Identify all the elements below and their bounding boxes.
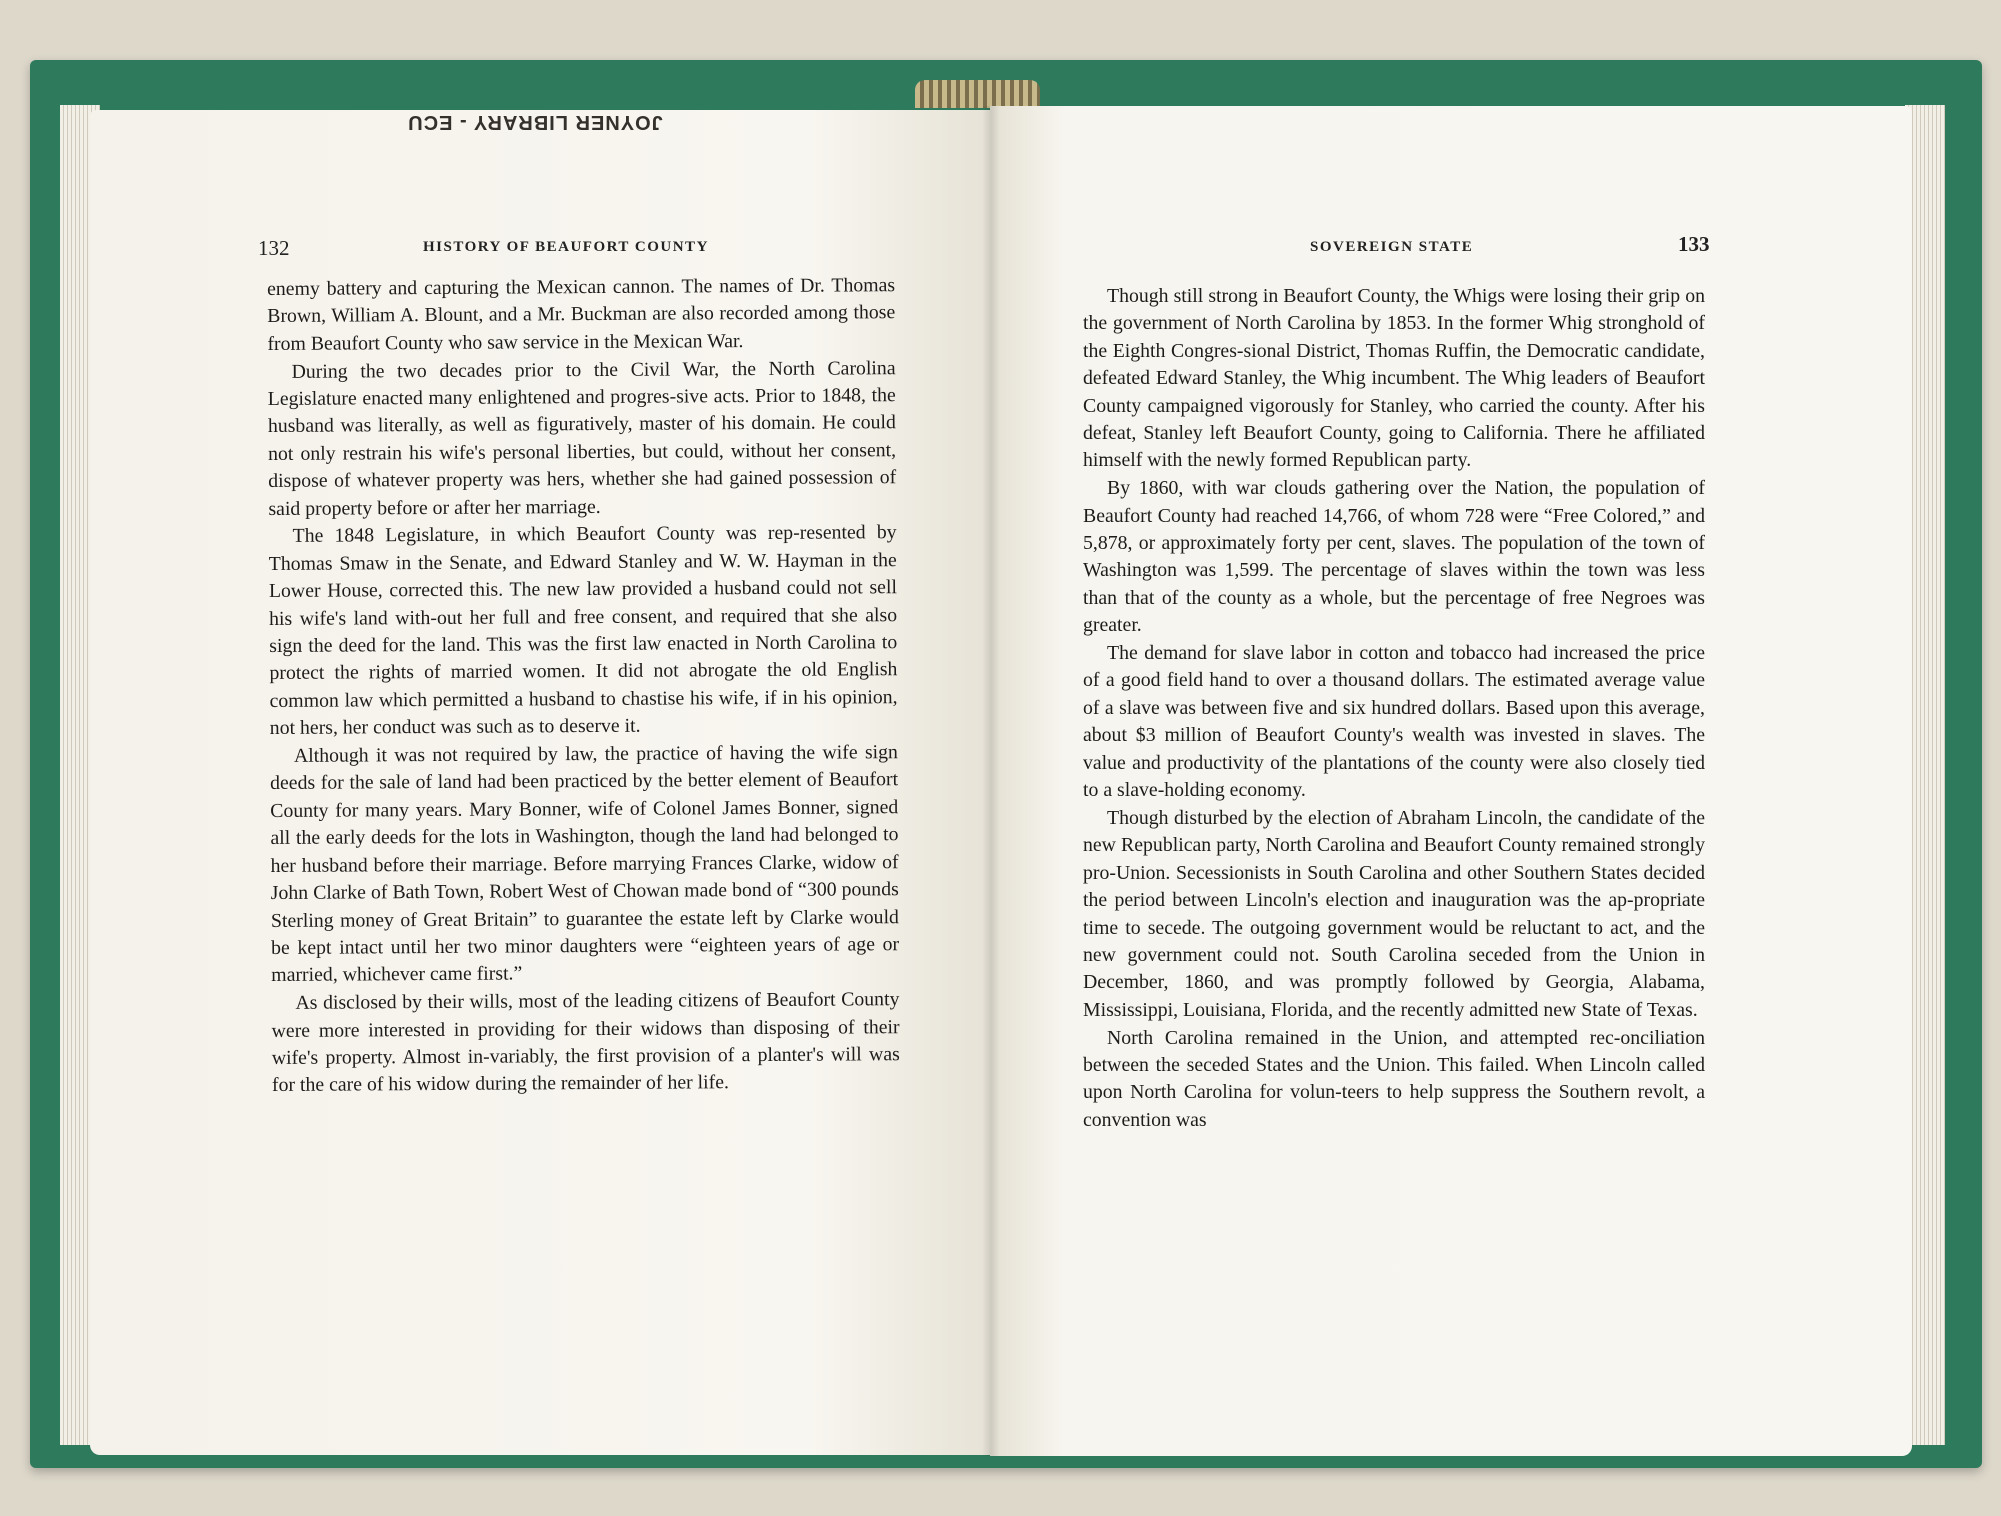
paragraph: Although it was not required by law, the practice of having the wife sign deeds for the sale of land had been practiced by the better element of Beaufort County for many years. Mary Bonner, wife of Colonel James Bonner, signed all the early deeds for the lots in Washington, though the land had belonged to her husband before their marriage. Before marrying Frances Clarke, widow of John Clarke of Bath Town, Robert West of Chowan made bond of “300 pounds Sterling money of Great Britain” to guarantee the estate left by Clarke would be kept intact until her two minor daughters were “eighteen years of age or married, whichever came first.” [270,741,900,987]
running-head-right: SOVEREIGN STATE [1310,239,1474,255]
running-head-left: HISTORY OF BEAUFORT COUNTY [423,239,709,255]
paragraph: Though disturbed by the election of Abraham Lincoln, the candidate of the new Republican party, North Carolina and Beaufort County remained strongly pro-Union. Secessionists in South Carolina and other Southern States decided the period between Lincoln's election and inauguration was the ap-propriate time to secede. The outgoing government would be reluctant to act, and the new government could not. South Carolina seceded from the Union in December, 1860, and was promptly followed by Georgia, Alabama, Mississippi, Louisiana, Florida, and the recently admitted new State of Texas. [1083,806,1705,1021]
book-gutter [982,106,1000,1456]
library-stamp: JOYNER LIBRARY - ECU [407,111,663,133]
spine-headband [915,80,1040,108]
right-page-body [1083,283,1705,1135]
paragraph: The demand for slave labor in cotton and tobacco had increased the price of a good field hand to over a thousand dollars. The estimated average value of a slave was between five and six hundred dollars. Based upon this average, about $3 million of Beaufort County's wealth was invested in slaves. The value and productivity of the plantations of the county were also closely tied to a slave-holding economy. [1083,642,1705,802]
paragraph: The 1848 Legislature, in which Beaufort County was rep-resented by Thomas Smaw in the Senate, and Edward Stanley and W. W. Hayman in the Lower House, corrected this. The new law provided a husband could not sell his wife's land with-out her full and free consent, and required that she also sign the deed for the land. This was the first law enacted in North Carolina to protect the rights of married women. It did not abrogate the old English common law which permitted a husband to chastise his wife, if in his opinion, not hers, her conduct was such as to deserve it. [268,521,898,740]
left-page-body [267,272,900,1100]
paragraph: North Carolina remained in the Union, and attempted rec-onciliation between the seceded States and the Union. This failed. When Lincoln called upon North Carolina for volun-teers to help suppress the Southern revolt, a convention was [1083,1026,1705,1131]
page-number-right: 133 [1678,232,1710,256]
paragraph: enemy battery and capturing the Mexican cannon. The names of Dr. Thomas Brown, William A. Blount, and a Mr. Buckman are also recorded among those from Beaufort County who saw service in the Mexican War. [267,274,896,355]
paragraph: As disclosed by their wills, most of the leading citizens of Beaufort County were more interested in providing for their widows than disposing of their wife's property. Almost in-variably, the first provision of a planter's will was for the care of his widow during the remainder of her life. [271,988,900,1097]
paragraph: During the two decades prior to the Civil War, the North Carolina Legislature enacted many enlightened and progres-sive acts. Prior to 1848, the husband was literally, as well as figuratively, master of his domain. He could not only restrain his wife's personal liberties, but could, without her consent, dispose of whatever property was hers, whether she had gained possession of said property before or after her marriage. [267,356,897,520]
paragraph: By 1860, with war clouds gathering over the Nation, the population of Beaufort County had reached 14,766, of whom 728 were “Free Colored,” and 5,878, or approximately forty per cent, slaves. The population of the town of Washington was 1,599. The percentage of slaves within the town was less than that of the county as a whole, but the percentage of free Negroes was greater. [1083,477,1705,637]
page-number-left: 132 [258,236,290,260]
paragraph: Though still strong in Beaufort County, the Whigs were losing their grip on the government of North Carolina by 1853. In the former Whig stronghold of the Eighth Congres-sional District, Thomas Ruffin, the Democratic candidate, defeated Edward Stanley, the Whig incumbent. The Whig leaders of Beaufort County campaigned vigorously for Stanley, who carried the county. After his defeat, Stanley left Beaufort County, going to California. There he affiliated himself with the newly formed Republican party. [1083,285,1705,472]
